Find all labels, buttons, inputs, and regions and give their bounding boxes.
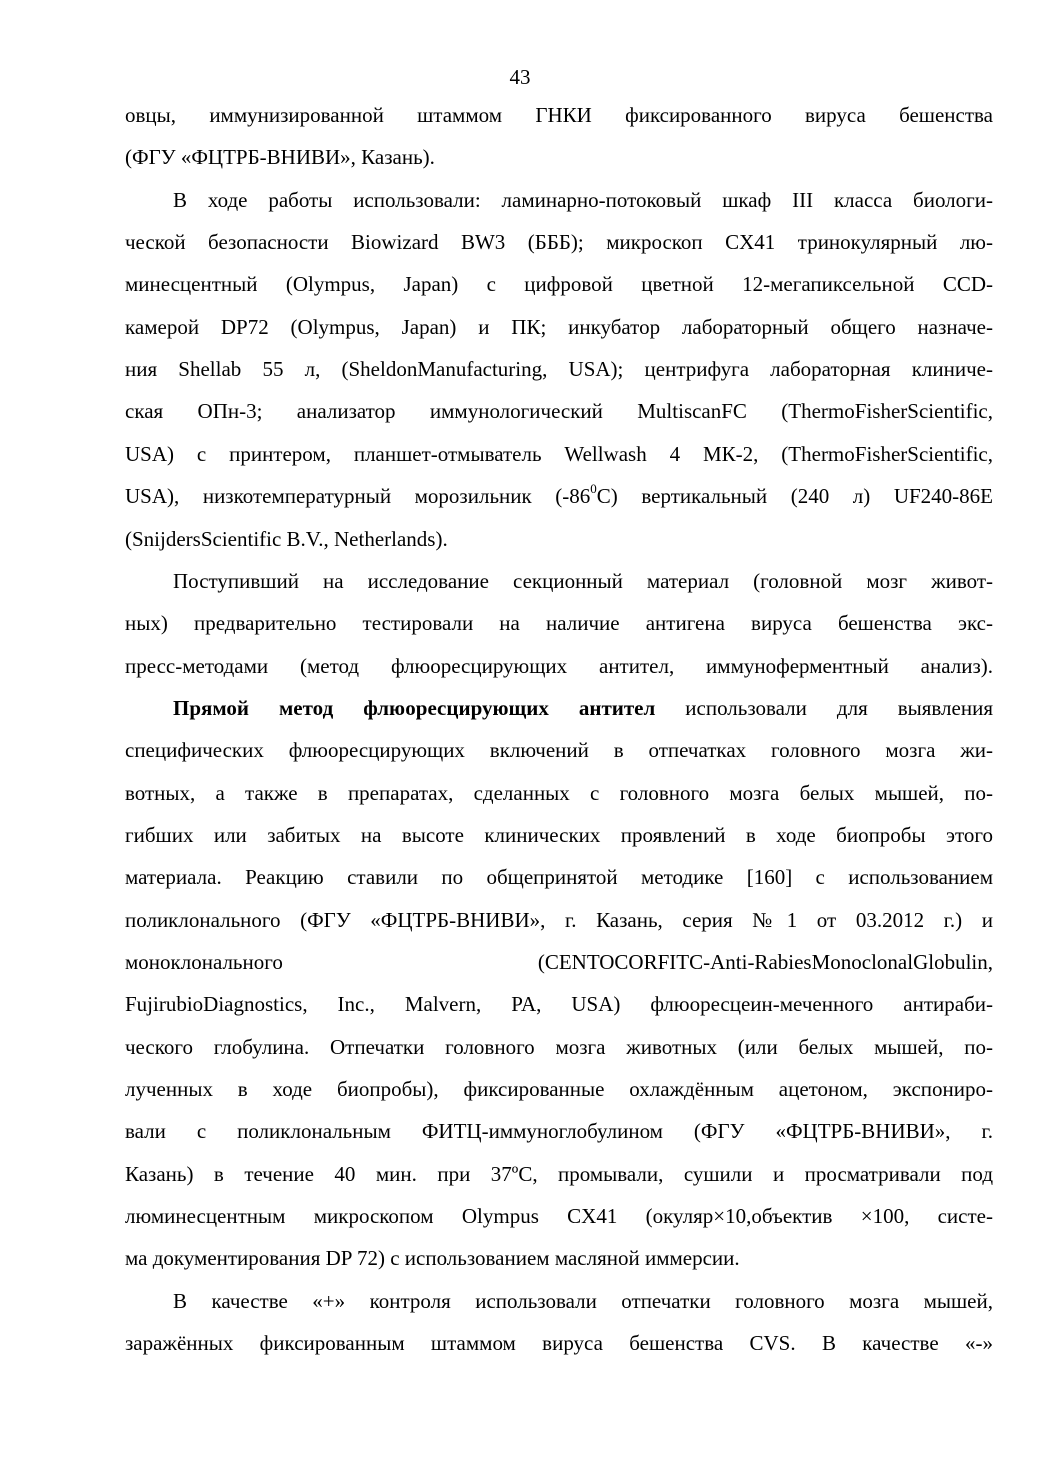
text-line: вотных, а также в препаратах, сделанных с головного мозга белых мышей, по- (125, 780, 993, 805)
bold-heading: Прямой метод флюоресцирующих антител (173, 695, 656, 720)
text-line: заражённых фиксированным штаммом вируса бешенства CVS. В качестве «-» (125, 1331, 993, 1356)
text-line: пресс-методами (метод флюоресцирующих антител, иммуноферментный анализ). (125, 653, 993, 678)
text-line: FujirubioDiagnostics, Inc., Malvern, PA, USA) флюоресцеин-меченного антираби- (125, 992, 993, 1017)
text-line: (SnijdersScientific B.V., Netherlands). (125, 526, 448, 551)
text-line: гибших или забитых на высоте клинических проявлений в ходе биопробы этого (125, 822, 993, 847)
text-line: вали с поликлональным ФИТЦ-иммуноглобулином (ФГУ «ФЦТРБ-ВНИВИ», г. (125, 1119, 993, 1144)
text-line: ческой безопасности Biowizard BW3 (БББ); микроскоп CX41 тринокулярный лю- (125, 230, 993, 255)
text-span: использовали для выявления (655, 695, 993, 720)
text-line: специфических флюоресцирующих включений в отпечатках головного мозга жи- (125, 738, 993, 763)
text-line: В качестве «+» контроля использовали отпечатки головного мозга мышей, (173, 1288, 993, 1313)
text-line: ческого глобулина. Отпечатки головного мозга животных (или белых мышей, по- (125, 1034, 993, 1059)
text-line: материала. Реакцию ставили по общепринятой методике [160] с использованием (125, 865, 993, 890)
text-line: (ФГУ «ФЦТРБ-ВНИВИ», Казань). (125, 145, 435, 170)
text-span: USA), низкотемпературный морозильник (-86 (125, 484, 591, 509)
text-line: В ходе работы использовали: ламинарно-потоковый шкаф III класса биологи- (173, 187, 993, 212)
text-line: камерой DP72 (Olympus, Japan) и ПК; инкубатор лабораторный общего назначе- (125, 314, 993, 339)
text-line: Казань) в течение 40 мин. при 37ºС, промывали, сушили и просматривали под (125, 1161, 993, 1186)
page-number: 43 (509, 65, 531, 89)
text-line: ма документирования DP 72) с использованием масляной иммерсии. (125, 1246, 740, 1271)
text-span: С) вертикальный (240 л) UF240-86E (596, 484, 994, 509)
text-line: овцы, иммунизированной штаммом ГНКИ фиксированного вируса бешенства (125, 103, 993, 127)
text-line: люминесцентным микроскопом Olympus CX41 (окуляр×10,объектив ×100, систе- (125, 1204, 993, 1229)
text-line: моноклонального (CENTOCORFITC-Anti-RabiesMonoclonalGlobulin, (125, 950, 993, 974)
text-line: поликлонального (ФГУ «ФЦТРБ-ВНИВИ», г. Казань, серия №1 от 03.2012 г.) и (125, 907, 993, 932)
text-line: Поступивший на исследование секционный материал (головной мозг живот- (173, 568, 993, 593)
superscript: 0 (590, 481, 597, 497)
text-line (125, 481, 993, 511)
text-line (173, 693, 993, 723)
text-line: минесцентный (Olympus, Japan) с цифровой цветной 12-мегапиксельной CCD- (125, 272, 993, 297)
text-line: ская ОПн-3; анализатор иммунологический MultiscanFC (ThermoFisherScientific, (125, 399, 993, 424)
text-line: ния Shellab 55 л, (SheldonManufacturing, USA); центрифуга лабораторная клиниче- (125, 357, 993, 382)
text-line: ных) предварительно тестировали на наличие антигена вируса бешенства экс- (125, 611, 993, 636)
text-line: USA) с принтером, планшет-отмыватель Wellwash 4 МК-2, (ThermoFisherScientific, (125, 441, 993, 466)
text-line: лученных в ходе биопробы), фиксированные охлаждённым ацетоном, экспониро- (125, 1077, 993, 1102)
